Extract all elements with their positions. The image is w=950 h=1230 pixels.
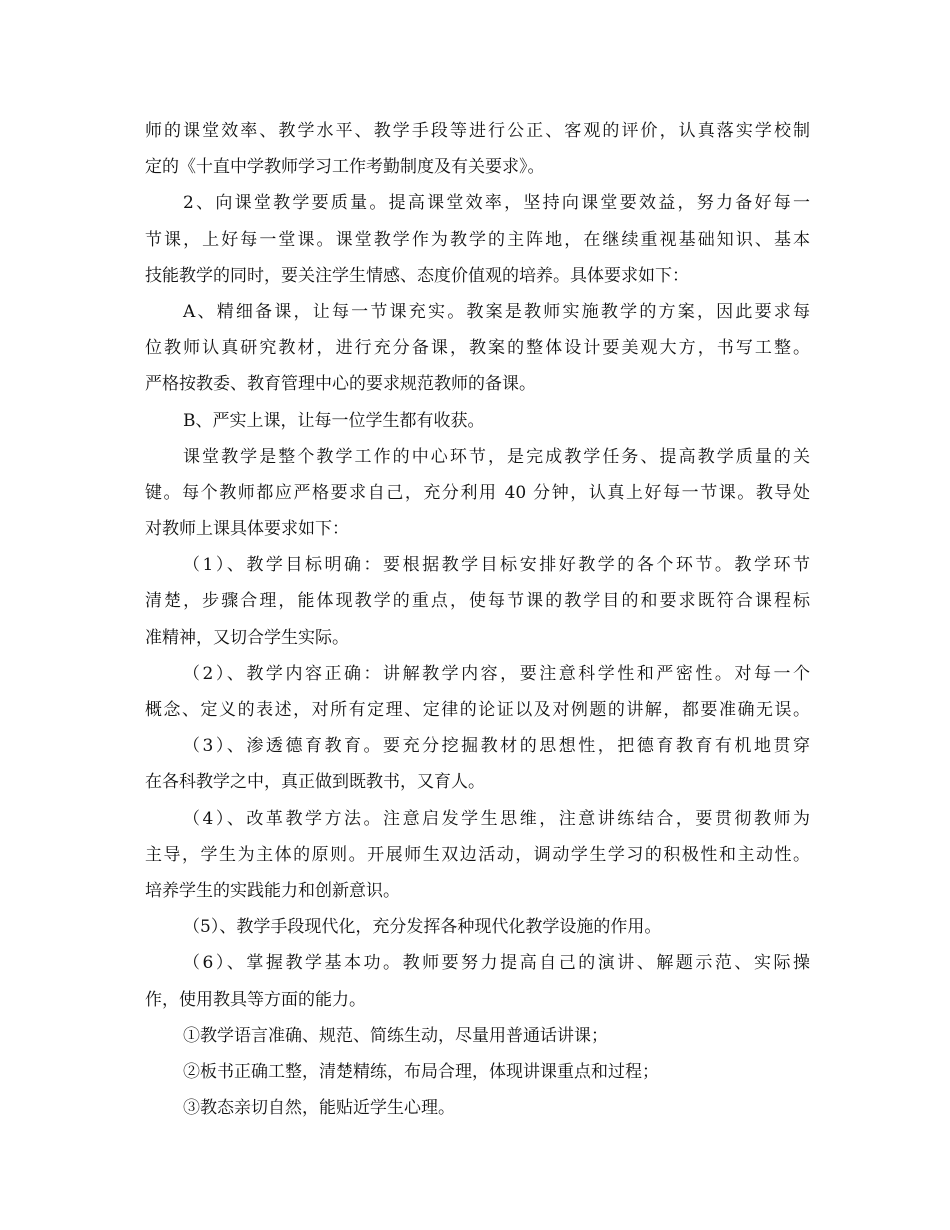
text-line: ①教学语言准确、规范、简练生动，尽量用普通话讲课； xyxy=(183,1025,608,1046)
text-line: （6）、掌握教学基本功。教师要努力提高自己的演讲、解题示范、实际操 xyxy=(183,953,810,974)
text-line: （3）、渗透德育教育。要充分挖掘教材的思想性，把德育教育有机地贯穿 xyxy=(183,736,810,757)
text-line: （5）、教学手段现代化，充分发挥各种现代化教学设施的作用。 xyxy=(183,917,662,938)
text-line: 严格按教委、教育管理中心的要求规范教师的备课。 xyxy=(145,374,536,395)
text-line: 主导，学生为主体的原则。开展师生双边活动，调动学生学习的积极性和主动性。 xyxy=(145,844,810,865)
text-line: A、精细备课，让每一节课充实。教案是教师实施教学的方案，因此要求每 xyxy=(183,301,810,322)
text-line: B、严实上课，让每一位学生都有收获。 xyxy=(183,410,485,431)
text-line: 定的《十直中学教师学习工作考勤制度及有关要求》。 xyxy=(145,157,545,178)
text-line: ②板书正确工整，清楚精练，布局合理，体现讲课重点和过程； xyxy=(183,1061,659,1082)
text-line: 培养学生的实践能力和创新意识。 xyxy=(145,880,400,901)
document-body xyxy=(145,113,810,1126)
text-line: ③教态亲切自然，能贴近学生心理。 xyxy=(183,1098,455,1119)
text-line: 键。每个教师都应严格要求自己，充分利用 40 分钟，认真上好每一节课。教导处 xyxy=(145,482,810,503)
text-line: 节课，上好每一堂课。课堂教学作为教学的主阵地，在继续重视基础知识、基本 xyxy=(145,229,810,250)
text-line: 清楚，步骤合理，能体现教学的重点，使每节课的教学目的和要求既符合课程标 xyxy=(145,591,810,612)
text-line: 准精神，又切合学生实际。 xyxy=(145,627,349,648)
text-line: 在各科教学之中，真正做到既教书，又育人。 xyxy=(145,772,485,793)
text-line: 课堂教学是整个教学工作的中心环节，是完成教学任务、提高教学质量的关 xyxy=(183,446,810,467)
text-line: 位教师认真研究教材，进行充分备课，教案的整体设计要美观大方，书写工整。 xyxy=(145,338,810,359)
text-line: （1）、教学目标明确：要根据教学目标安排好教学的各个环节。教学环节 xyxy=(183,555,810,576)
text-line: 技能教学的同时，要关注学生情感、态度价值观的培养。具体要求如下： xyxy=(145,265,689,286)
text-line: 师的课堂效率、教学水平、教学手段等进行公正、客观的评价，认真落实学校制 xyxy=(145,121,810,141)
text-line: 2、向课堂教学要质量。提高课堂效率，坚持向课堂要效益，努力备好每一 xyxy=(183,193,810,214)
text-line: （4）、改革教学方法。注意启发学生思维，注意讲练结合，要贯彻教师为 xyxy=(183,808,810,829)
text-line: 概念、定义的表述，对所有定理、定律的论证以及对例题的讲解，都要准确无误。 xyxy=(145,700,810,720)
text-line: 作，使用教具等方面的能力。 xyxy=(145,989,366,1010)
text-line: 对教师上课具体要求如下： xyxy=(145,519,349,540)
text-line: （2）、教学内容正确：讲解教学内容，要注意科学性和严密性。对每一个 xyxy=(183,663,810,684)
